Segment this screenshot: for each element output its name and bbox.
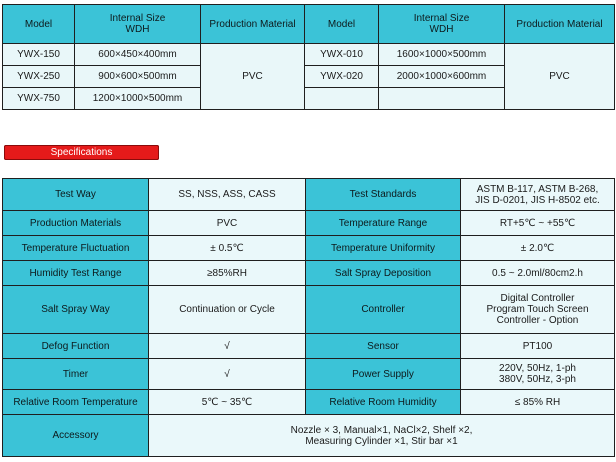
salt-spray-way-value: Continuation or Cycle [149, 286, 306, 334]
table-row [3, 261, 615, 286]
room-temperature-label: Relative Room Temperature [3, 390, 149, 415]
table-row [3, 286, 615, 334]
table-row [3, 415, 615, 457]
timer-label: Timer [3, 359, 149, 390]
salt-spray-deposition-label: Salt Spray Deposition [306, 261, 461, 286]
specs-table [2, 178, 615, 457]
controller-label: Controller [306, 286, 461, 334]
accessory-line: Measuring Cylinder ×1, Stir bar ×1 [305, 435, 458, 447]
power-supply-value [461, 359, 615, 390]
header-production-material: Production Material [201, 5, 305, 44]
test-standards-line: ASTM B-117, ASTM B-268, [476, 183, 599, 195]
table-row [3, 390, 615, 415]
model-cell: YWX-010 [305, 44, 379, 66]
sensor-label: Sensor [306, 334, 461, 359]
material-cell-left: PVC [201, 44, 305, 110]
temperature-range-value: RT+5℃ ~ +55℃ [461, 211, 615, 236]
power-supply-line: 220V, 50Hz, 1-ph [499, 363, 576, 374]
header-production-material-2: Production Material [505, 5, 615, 44]
header-model-2: Model [305, 5, 379, 44]
header-wdh-label-2: WDH [429, 24, 454, 35]
humidity-range-label: Humidity Test Range [3, 261, 149, 286]
accessory-label: Accessory [3, 415, 149, 457]
test-standards-label: Test Standards [306, 179, 461, 211]
test-way-value: SS, NSS, ASS, CASS [149, 179, 306, 211]
table-row [3, 211, 615, 236]
production-materials-value: PVC [149, 211, 306, 236]
power-supply-label: Power Supply [306, 359, 461, 390]
model-cell: YWX-250 [3, 66, 75, 88]
controller-line: Program Touch Screen [486, 304, 589, 315]
header-internal-size-2 [379, 5, 505, 44]
header-internal-size-label-2: Internal Size [413, 13, 470, 24]
controller-value [461, 286, 615, 334]
temperature-uniformity-label: Temperature Uniformity [306, 236, 461, 261]
temperature-fluctuation-label: Temperature Fluctuation [3, 236, 149, 261]
salt-spray-deposition-value: 0.5 ~ 2.0ml/80cm2.h [461, 261, 615, 286]
header-wdh-label: WDH [125, 24, 150, 35]
defog-function-label: Defog Function [3, 334, 149, 359]
model-cell: YWX-150 [3, 44, 75, 66]
room-humidity-label: Relative Room Humidity [306, 390, 461, 415]
power-supply-line: 380V, 50Hz, 3-ph [499, 374, 576, 385]
table-row [3, 334, 615, 359]
header-internal-size-label: Internal Size [109, 13, 166, 24]
accessory-value [149, 415, 615, 457]
size-cell: 600×450×400mm [75, 44, 201, 66]
room-temperature-value: 5℃ ~ 35℃ [149, 390, 306, 415]
size-cell: 1600×1000×500mm [379, 44, 505, 66]
controller-line: Digital Controller [500, 293, 575, 304]
test-standards-value [461, 179, 615, 211]
temperature-fluctuation-value: ± 0.5℃ [149, 236, 306, 261]
temperature-uniformity-value: ± 2.0℃ [461, 236, 615, 261]
temperature-range-label: Temperature Range [306, 211, 461, 236]
accessory-line: Nozzle × 3, Manual×1, NaCl×2, Shelf ×2, [290, 424, 473, 436]
size-cell: 1200×1000×500mm [75, 88, 201, 110]
table-row [3, 236, 615, 261]
material-cell-right: PVC [505, 44, 615, 110]
model-cell: YWX-750 [3, 88, 75, 110]
sensor-value: PT100 [461, 334, 615, 359]
models-table [2, 4, 615, 110]
test-standards-line: JIS D-0201, JIS H-8502 etc. [475, 194, 600, 206]
model-cell [305, 88, 379, 110]
controller-line: Controller - Option [496, 315, 579, 326]
table-row [3, 44, 615, 66]
humidity-range-value: ≥85%RH [149, 261, 306, 286]
header-model: Model [3, 5, 75, 44]
defog-function-value: √ [149, 334, 306, 359]
size-cell: 2000×1000×600mm [379, 66, 505, 88]
models-header-row [3, 5, 615, 44]
test-way-label: Test Way [3, 179, 149, 211]
model-cell: YWX-020 [305, 66, 379, 88]
size-cell [379, 88, 505, 110]
timer-value: √ [149, 359, 306, 390]
specifications-badge: Specifications [4, 145, 159, 160]
table-row [3, 179, 615, 211]
room-humidity-value: ≤ 85% RH [461, 390, 615, 415]
size-cell: 900×600×500mm [75, 66, 201, 88]
production-materials-label: Production Materials [3, 211, 149, 236]
header-internal-size [75, 5, 201, 44]
salt-spray-way-label: Salt Spray Way [3, 286, 149, 334]
table-row [3, 359, 615, 390]
